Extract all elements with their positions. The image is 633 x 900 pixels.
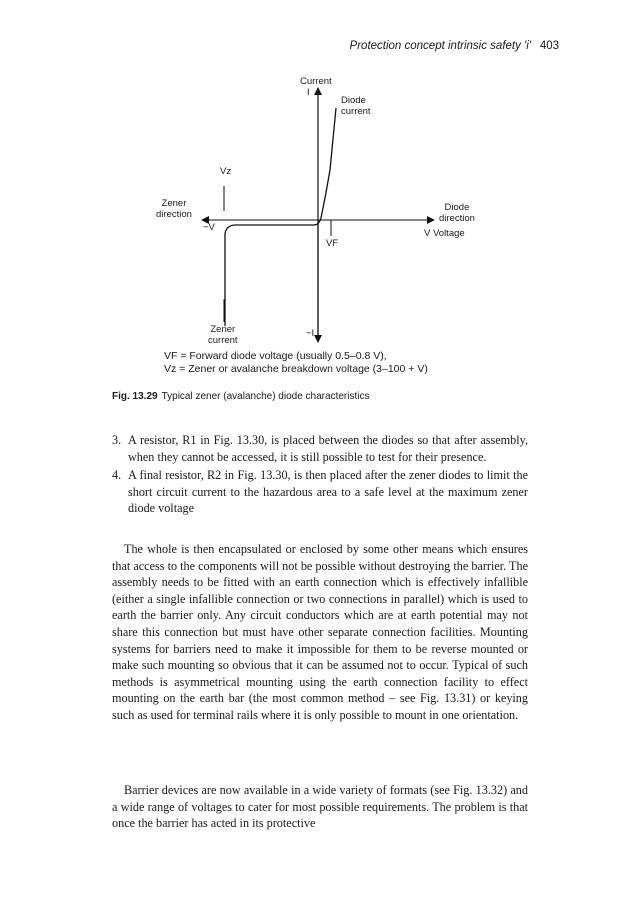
- list-item-text: A final resistor, R2 in Fig. 13.30, is then placed after the zener diodes to limit the short circuit current to the hazardous area to a safe level at the maximum zener diode voltage: [128, 468, 528, 516]
- figure-caption: [112, 391, 369, 402]
- list-item-number: 4.: [112, 468, 122, 483]
- figure-caption-text: Typical zener (avalanche) diode characteristics: [161, 391, 370, 402]
- legend-vf: VF = Forward diode voltage (usually 0.5–0.8 V),: [164, 350, 387, 362]
- diode-characteristic-figure: [140, 74, 520, 384]
- voltage-axis-label: V Voltage: [424, 228, 465, 239]
- page-header: [0, 40, 633, 56]
- list-item-number: 3.: [112, 433, 122, 447]
- current-symbol: I: [307, 87, 310, 98]
- diode-direction-label: Diode direction: [439, 202, 475, 224]
- list-item-text: A resistor, R1 in Fig. 13.30, is placed between the diodes so that after assembly, when they cannot be accessed, it is still possible to test for their presence.: [128, 433, 528, 464]
- vf-label: VF: [326, 238, 339, 249]
- list-item: [112, 467, 528, 517]
- list-item: [112, 432, 528, 465]
- zener-current-label: Zener current: [208, 324, 238, 346]
- body-paragraph: The whole is then encapsulated or enclosed by some other means which ensures that access to the components will not be possible without destroying the barrier. The assembly needs to be fitted with an earth connection which is effectively infallible (either a single infallible connection or two connections in parallel) which is used to earth the barrier only. Any circuit conductors which are at earth potential may not share this connection but must have other separate connection facilities. Mounting systems for barriers need to make it impossible for them to be reverse mounted or make such mounting so obvious that it can be assumed not to occur. Typical of such methods is asymmetrical mounting using the earth connection facility to effect mounting on the earth bar (the most common method – see Fig. 13.31) or keying such as used for terminal rails where it is only possible to mount in one orientation.: [112, 542, 528, 722]
- page-number: 403: [539, 40, 559, 52]
- negative-v-label: −V: [203, 222, 215, 233]
- legend-vz: Vz = Zener or avalanche breakdown voltage (3–100 + V): [164, 363, 428, 375]
- numbered-list: [112, 432, 528, 519]
- figure-number: Fig. 13.29: [112, 391, 158, 402]
- zener-direction-label: Zener direction: [156, 198, 192, 220]
- current-axis-label: Current: [300, 76, 332, 87]
- body-paragraph: Barrier devices are now available in a wide variety of formats (see Fig. 13.32) and a wide range of voltages to cater for most possible requirements. The problem is that once the barrier has acted in its protective: [112, 783, 528, 831]
- diode-current-label: Diode current: [341, 95, 371, 117]
- running-head: Protection concept intrinsic safety 'i': [349, 40, 531, 52]
- characteristic-curve: [225, 108, 339, 326]
- negative-i-label: −I: [306, 328, 315, 339]
- vz-label: Vz: [220, 166, 232, 177]
